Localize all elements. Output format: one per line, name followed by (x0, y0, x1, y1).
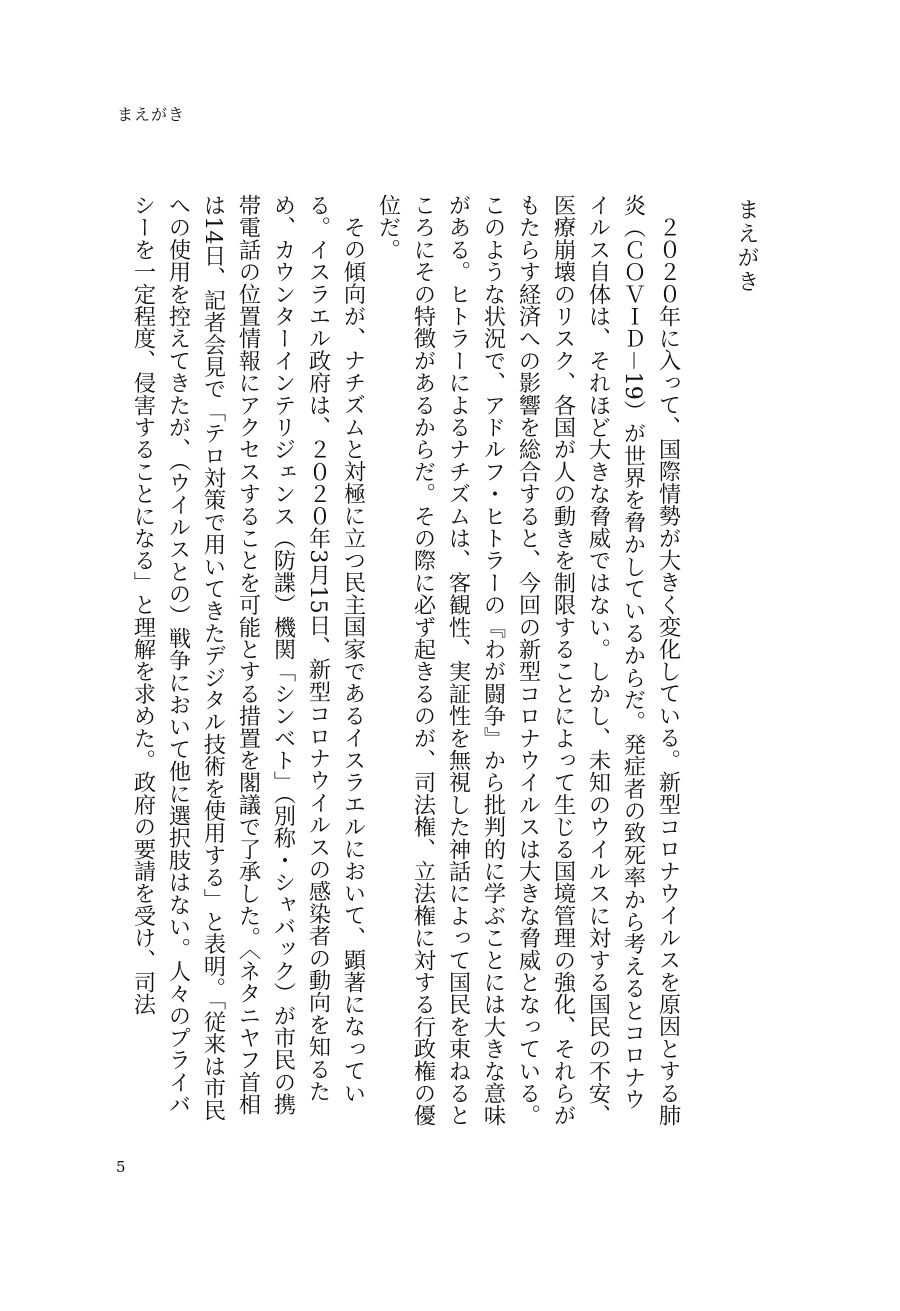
chapter-title: まえがき (734, 198, 759, 294)
running-head: まえがき (117, 105, 186, 124)
paragraph-1: ２０２０年に入って、国際情勢が大きく変化している。新型コロナウイルスを原因とする肺炎（ＣＯＶＩＤ－19）が世界を脅かしているからだ。発症者の致死率から考えるとコロナウイルス自体は、それほど大きな脅威ではない。しかし、未知のウイルスに対する国民の不安、医療崩壊のリスク、各国が人の動きを制限することによって生じる国境管理の強化、それらがもたらす経済への影響を総合すると、今回の新型コロナウイルスは大きな脅威となっている。このような状況で、アドルフ・ヒトラーの『わが闘争』から批判的に学ぶことには大きな意味がある。ヒトラーによるナチズムは、客観性、実証性を無視した神話によって国民を束ねるところにその特徴があるからだ。その際に必ず起きるのが、司法権、立法権に対する行政権の優位だ。 (375, 194, 681, 1127)
page-number: 5 (116, 1158, 126, 1176)
body-text (125, 194, 685, 1129)
paragraph-2: その傾向が、ナチズムと対極に立つ民主国家であるイスラエルにおいて、顕著になっている。イスラエル政府は、２０２０年3月15日、新型コロナウイルスの感染者の動向を知るため、カウンターインテリジェンス（防諜）機関「シンベト」（別称・シャバック）が市民の携帯電話の位置情報にアクセスすることを可能とする措置を閣議で了承した。〈ネタニヤフ首相は14日、記者会見で「テロ対策で用いてきたデジタル技術を使用する」と表明。「従来は市民への使用を控えてきたが、（ウイルスとの）戦争において他に選択肢はない。人々のプライバシーを一定程度、侵害することになる」と理解を求めた。政府の要請を受け、司法 (130, 194, 366, 1122)
